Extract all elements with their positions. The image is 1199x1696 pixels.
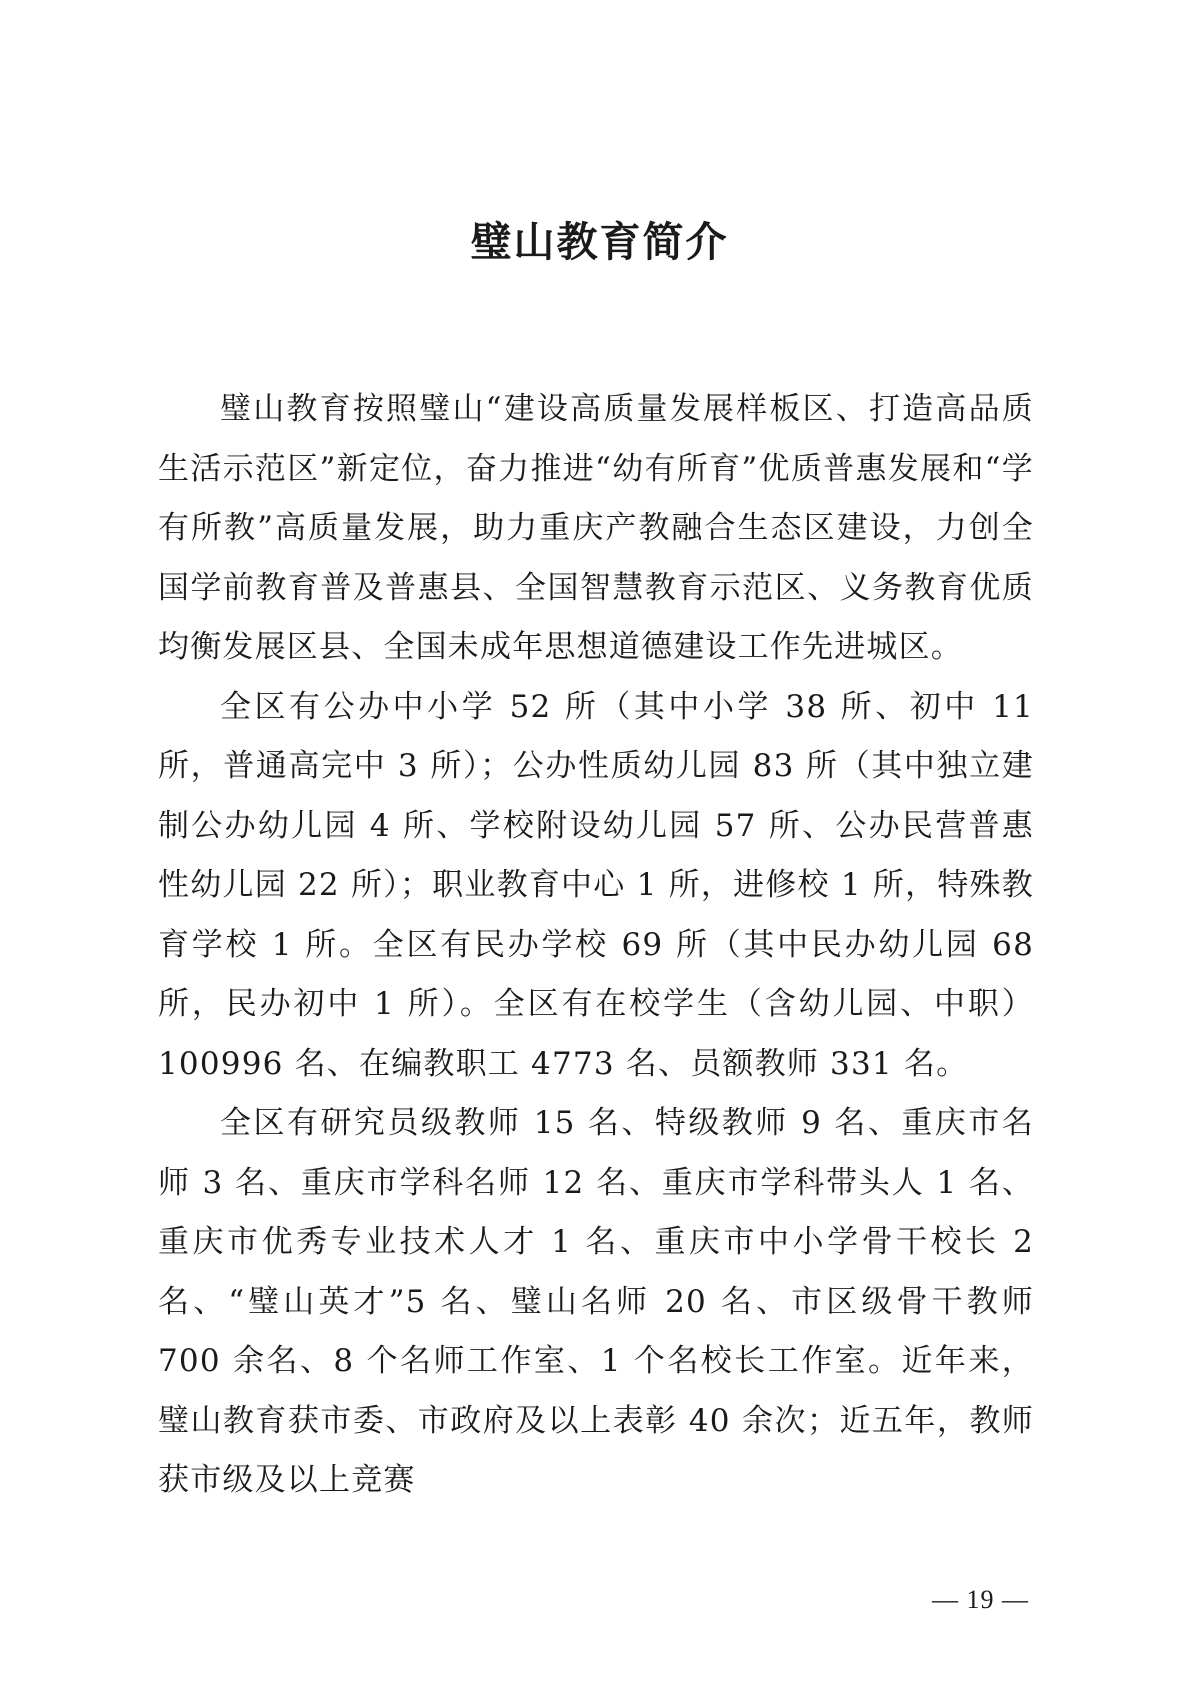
paragraph-schools: 全区有公办中小学 52 所（其中小学 38 所、初中 11 所，普通高完中 3 所）；公办性质幼儿园 83 所（其中独立建制公办幼儿园 4 所、学校附设幼儿园 57 所、公办民营普惠性幼儿园 22 所）；职业教育中心 1 所，进修校 1 所，特殊教育学校 1 所。全区有民办学校 69 所（其中民办幼儿园 68 所，民办初中 1 所）。全区有在校学生（含幼儿园、中职）100996 名、在编教职工 4773 名、员额教师 331 名。	[158, 688, 1034, 1082]
document-title: 璧山教育简介	[470, 218, 729, 266]
page-number: — 19 —	[932, 1585, 1029, 1614]
document-body	[158, 380, 1034, 1511]
paragraph-intro: 璧山教育按照璧山“建设高质量发展样板区、打造高品质生活示范区”新定位，奋力推进“幼有所育”优质普惠发展和“学有所教”高质量发展，助力重庆产教融合生态区建设，力创全国学前教育普及普惠县、全国智慧教育示范区、义务教育优质均衡发展区县、全国未成年思想道德建设工作先进城区。	[158, 391, 1034, 665]
paragraph-teachers: 全区有研究员级教师 15 名、特级教师 9 名、重庆市名师 3 名、重庆市学科名师 12 名、重庆市学科带头人 1 名、重庆市优秀专业技术人才 1 名、重庆市中小学骨干校长 2 名、“璧山英才”5 名、璧山名师 20 名、市区级骨干教师 700 余名、8 个名师工作室、1 个名校长工作室。近年来，璧山教育获市委、市政府及以上表彰 40 余次；近五年，教师获市级及以上竞赛	[158, 1105, 1034, 1498]
